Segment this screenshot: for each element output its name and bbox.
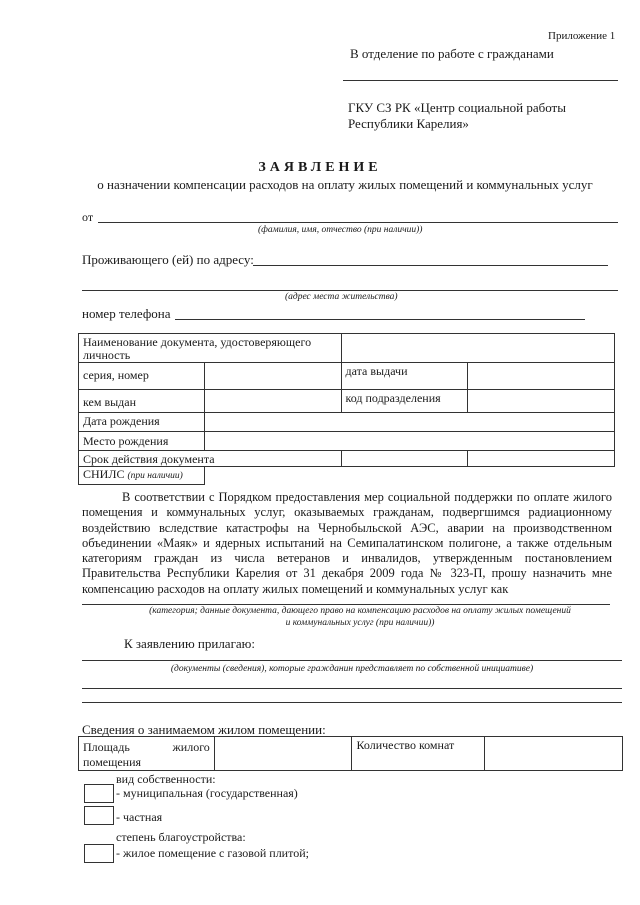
- private-option-label: - частная: [116, 810, 163, 824]
- document-title: ЗАЯВЛЕНИЕ: [258, 160, 382, 175]
- validity-field-2[interactable]: [468, 451, 615, 467]
- from-label: от: [82, 210, 94, 224]
- validity-field-1[interactable]: [341, 451, 468, 467]
- housing-table: [78, 736, 623, 771]
- document-subtitle: о назначении компенсации расходов на оплату жилых помещений и коммунальных услуг: [97, 177, 593, 192]
- phone-field[interactable]: [175, 319, 585, 320]
- gas-stove-checkbox[interactable]: [84, 844, 114, 863]
- housing-heading: Сведения о занимаемом жилом помещении:: [82, 722, 326, 737]
- snils-label: СНИЛС (при наличии): [79, 467, 205, 485]
- living-area-label: Площадь жилого помещения: [79, 737, 215, 771]
- phone-label: номер телефона: [82, 306, 171, 321]
- full-name-field[interactable]: [98, 222, 618, 223]
- recipient-org-line2: Республики Карелия»: [348, 116, 469, 131]
- dept-code-label: код подразделения: [341, 390, 468, 413]
- recipient-line[interactable]: [343, 80, 618, 81]
- birth-place-label: Место рождения: [79, 432, 205, 451]
- snils-field[interactable]: [204, 467, 614, 485]
- series-field[interactable]: [204, 363, 341, 390]
- living-area-field[interactable]: [214, 737, 352, 771]
- request-paragraph: В соответствии с Порядком предоставления мер социальной поддержки по оплате жилого помещения и коммунальных услуг, оказываемых гражданам, подвергшимся радиационному воздействию вследствие катастрофы на Чернобыльской АЭС, аварии на производственном объединении «Маяк» и ядерных испытаний на Семипалатинском полигоне, а также отдельным категориям граждан из числа ветеранов и инвалидов, утвержденным постановлением Правительства Республики Карелия от 31 декабря 2009 года № 323-П, прошу назначить мне компенсацию расходов на оплату жилых помещений и коммунальных услуг как: [82, 490, 612, 596]
- private-checkbox[interactable]: [84, 806, 114, 825]
- issue-date-label: дата выдачи: [341, 363, 468, 390]
- gas-stove-option-label: - жилое помещение с газовой плитой;: [116, 846, 309, 860]
- amenity-label: степень благоустройства:: [116, 830, 246, 844]
- recipient-org-line1: ГКУ СЗ РК «Центр социальной работы: [348, 100, 566, 115]
- appendix-label: Приложение 1: [548, 30, 616, 42]
- address-field-line1[interactable]: [253, 265, 608, 266]
- birth-date-field[interactable]: [204, 413, 614, 432]
- attachments-hint: (документы (сведения), которые гражданин представляет по собственной инициативе): [170, 664, 534, 674]
- full-name-hint: (фамилия, имя, отчество (при наличии)): [258, 225, 423, 235]
- attachments-label: К заявлению прилагаю:: [124, 636, 256, 651]
- municipal-checkbox[interactable]: [84, 784, 114, 803]
- attachments-field-line1[interactable]: [82, 660, 622, 661]
- recipient-department: В отделение по работе с гражданами: [350, 46, 554, 61]
- address-hint: (адрес места жительства): [285, 292, 398, 302]
- validity-label: Срок действия документа: [79, 451, 342, 467]
- issue-date-field[interactable]: [468, 363, 615, 390]
- address-field-line2[interactable]: [82, 290, 618, 291]
- birth-place-field[interactable]: [204, 432, 614, 451]
- attachments-field-line2[interactable]: [82, 688, 622, 689]
- municipal-option-label: - муниципальная (государственная): [116, 786, 298, 800]
- address-label: Проживающего (ей) по адресу:: [82, 252, 254, 267]
- attachments-field-line3[interactable]: [82, 702, 622, 703]
- category-hint-line2: и коммунальных услуг (при наличии)): [285, 618, 435, 628]
- category-field[interactable]: [82, 604, 610, 605]
- category-hint-line1: (категория; данные документа, дающего право на компенсацию расходов на оплату жилых помещений: [149, 606, 571, 616]
- id-document-table: [78, 333, 615, 485]
- room-count-field[interactable]: [485, 737, 623, 771]
- birth-date-label: Дата рождения: [79, 413, 205, 432]
- dept-code-field[interactable]: [468, 390, 615, 413]
- doc-name-field[interactable]: [341, 334, 614, 363]
- issued-by-label: кем выдан: [79, 390, 205, 413]
- ownership-label: вид собственности:: [116, 772, 216, 786]
- doc-name-label: Наименование документа, удостоверяющего личность: [79, 334, 342, 363]
- issued-by-field[interactable]: [204, 390, 341, 413]
- series-label: серия, номер: [79, 363, 205, 390]
- room-count-label: Количество комнат: [352, 737, 485, 771]
